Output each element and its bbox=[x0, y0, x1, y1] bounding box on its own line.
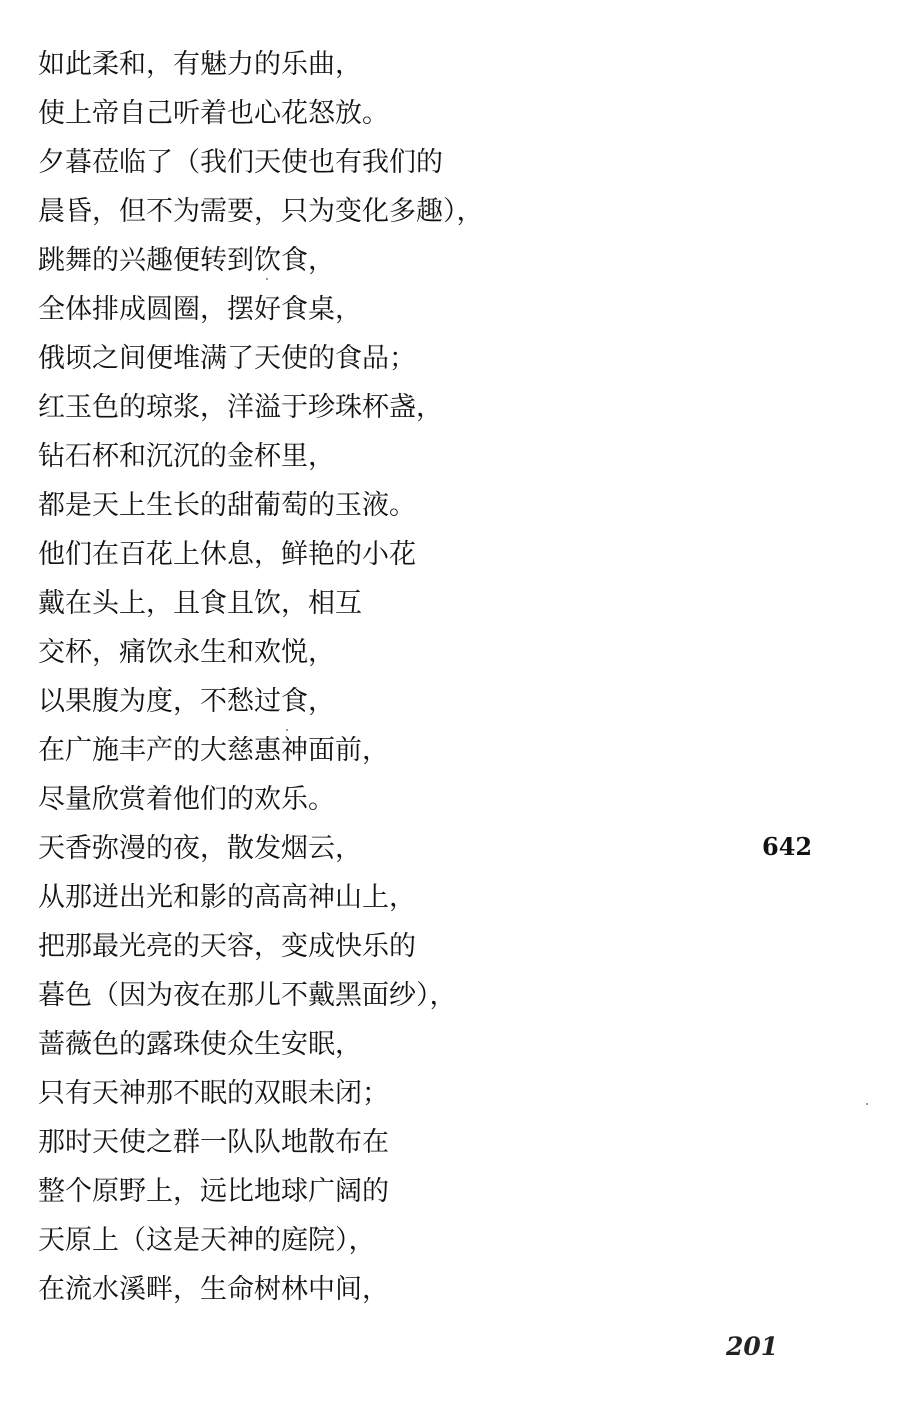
poem-line: 在流水溪畔，生命树林中间， bbox=[38, 1274, 389, 1305]
poem-line: 他们在百花上休息，鲜艳的小花 bbox=[38, 539, 416, 570]
poem-line: 那时天使之群一队队地散布在 bbox=[38, 1127, 389, 1158]
poem-line: 把那最光亮的天容，变成快乐的 bbox=[38, 931, 416, 962]
poem-line: 从那迸出光和影的高高神山上， bbox=[38, 882, 416, 913]
poem-text bbox=[38, 40, 738, 1314]
poem-line: 天香弥漫的夜，散发烟云， bbox=[38, 833, 362, 864]
poem-line: 蔷薇色的露珠使众生安眠， bbox=[38, 1029, 362, 1060]
poem-line: 如此柔和，有魅力的乐曲， bbox=[38, 49, 362, 80]
poem-line: 全体排成圆圈，摆好食桌， bbox=[38, 294, 362, 325]
poem-line: 整个原野上，远比地球广阔的 bbox=[38, 1176, 389, 1207]
poem-line: 以果腹为度，不愁过食， bbox=[38, 686, 335, 717]
poem-line: 钻石杯和沉沉的金杯里， bbox=[38, 441, 335, 472]
poem-line: 戴在头上，且食且饮，相互 bbox=[38, 588, 362, 619]
line-number: 642 bbox=[762, 832, 813, 861]
poem-line: 暮色（因为夜在那儿不戴黑面纱）， bbox=[38, 980, 457, 1011]
poem-line: 尽量欣赏着他们的欢乐。 bbox=[38, 784, 335, 815]
poem-line: 天原上（这是天神的庭院）， bbox=[38, 1225, 376, 1256]
poem-line: 只有天神那不眠的双眼未闭； bbox=[38, 1078, 389, 1109]
poem-line: 都是天上生长的甜葡萄的玉液。 bbox=[38, 490, 416, 521]
poem-line: 夕暮莅临了（我们天使也有我们的 bbox=[38, 147, 443, 178]
poem-line: 交杯，痛饮永生和欢悦， bbox=[38, 637, 335, 668]
page-number: 201 bbox=[726, 1332, 779, 1361]
scan-speck bbox=[866, 1103, 868, 1105]
poem-line: 跳舞的兴趣便转到饮食， bbox=[38, 245, 335, 276]
scan-speck bbox=[286, 729, 288, 731]
poem-line: 红玉色的琼浆，洋溢于珍珠杯盏， bbox=[38, 392, 443, 423]
scan-speck bbox=[266, 278, 268, 280]
poem-line: 俄顷之间便堆满了天使的食品； bbox=[38, 343, 416, 374]
poem-line: 晨昏，但不为需要，只为变化多趣）， bbox=[38, 196, 484, 227]
poem-line: 使上帝自己听着也心花怒放。 bbox=[38, 98, 389, 129]
poem-line: 在广施丰产的大慈惠神面前， bbox=[38, 735, 389, 766]
